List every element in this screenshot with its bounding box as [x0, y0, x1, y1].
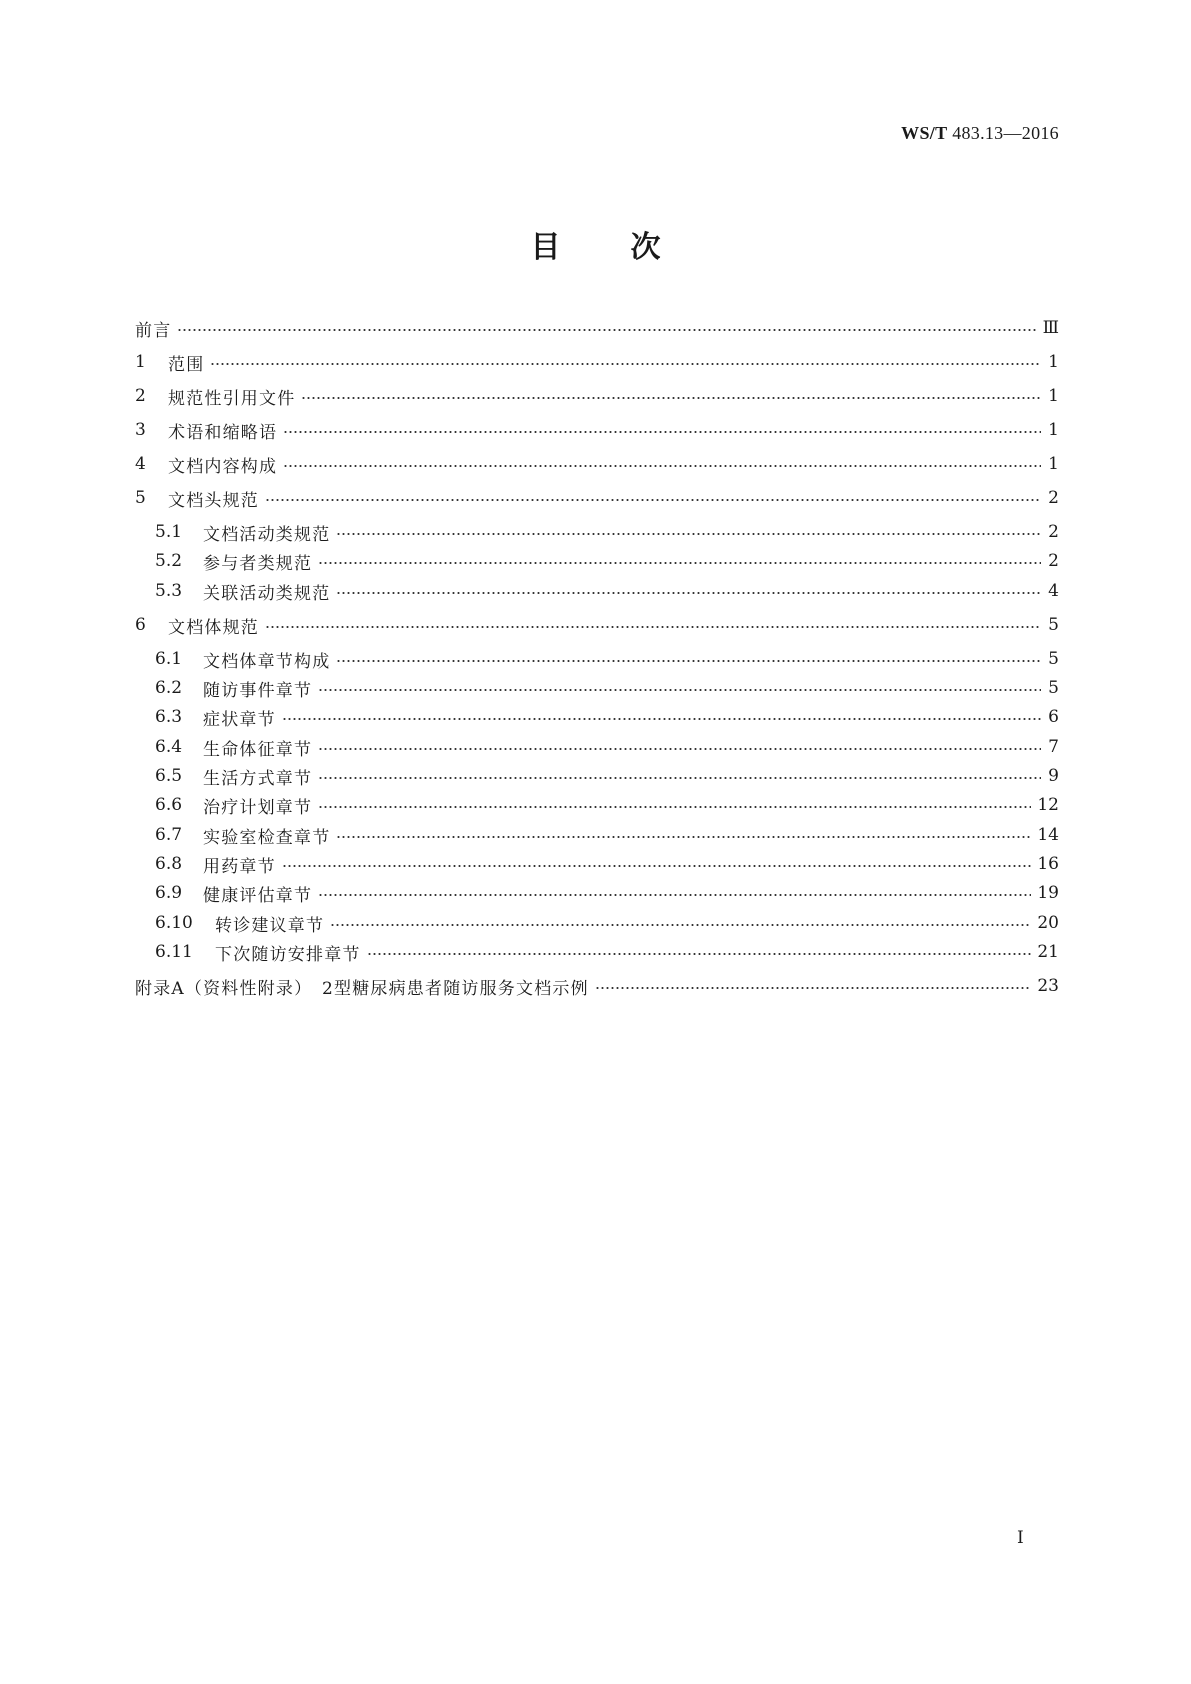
- toc-entry-title: 关联活动类规范: [203, 583, 331, 604]
- toc-entry-title: 范围: [168, 354, 205, 375]
- toc-entry-page: 16: [1037, 854, 1059, 874]
- toc-entry-title: 症状章节: [203, 709, 276, 730]
- toc-entry-number: 5.2: [155, 551, 183, 571]
- toc-entry[interactable]: [135, 384, 1059, 408]
- toc-dot-leader: [282, 717, 1041, 721]
- toc-entry-number: 6.4: [155, 737, 183, 757]
- toc-entry-number: 6.10: [155, 913, 193, 933]
- toc-entry-title: 规范性引用文件: [168, 388, 296, 409]
- toc-entry[interactable]: [155, 940, 1059, 964]
- toc-entry-number: 5: [135, 488, 146, 508]
- toc-entry[interactable]: [155, 676, 1059, 700]
- toc-entry-number: 5.3: [155, 581, 183, 601]
- toc-entry-page: 5: [1048, 615, 1059, 635]
- toc-entry-number: 6.11: [155, 942, 193, 962]
- toc-entry-page: 9: [1048, 766, 1059, 786]
- toc-entry-page: 12: [1037, 795, 1059, 815]
- toc-entry-page: 21: [1037, 942, 1059, 962]
- toc-entry-title: 附录A（资料性附录） 2型糖尿病患者随访服务文档示例: [135, 978, 589, 999]
- toc-dot-leader: [318, 747, 1041, 751]
- toc-dot-leader: [283, 430, 1041, 434]
- toc-entry-title: 下次随访安排章节: [215, 944, 361, 965]
- toc-entry[interactable]: [155, 549, 1059, 573]
- toc-entry-page: 1: [1048, 386, 1059, 406]
- toc-entry[interactable]: [155, 881, 1059, 905]
- toc-dot-leader: [318, 561, 1041, 565]
- toc-entry[interactable]: [135, 350, 1059, 374]
- toc-entry-page: 5: [1048, 649, 1059, 669]
- toc-dot-leader: [336, 659, 1041, 663]
- toc-entry-page: 2: [1048, 488, 1059, 508]
- toc-entry-number: 6.6: [155, 795, 183, 815]
- document-code-prefix: WS/T: [901, 123, 948, 143]
- toc-dot-leader: [210, 362, 1041, 366]
- toc-entry-page: 5: [1048, 678, 1059, 698]
- toc-entry[interactable]: [155, 579, 1059, 603]
- toc-dot-leader: [595, 986, 1032, 990]
- toc-entry[interactable]: [155, 735, 1059, 759]
- toc-dot-leader: [318, 776, 1041, 780]
- toc-dot-leader: [336, 532, 1041, 536]
- toc-entry[interactable]: [155, 520, 1059, 544]
- toc-entry-page: 14: [1037, 825, 1059, 845]
- toc-dot-leader: [336, 591, 1041, 595]
- toc-entry-page: Ⅲ: [1042, 318, 1059, 338]
- toc-dot-leader: [265, 625, 1041, 629]
- toc-dot-leader: [318, 893, 1031, 897]
- toc-entry-title: 用药章节: [203, 856, 276, 877]
- toc-entry[interactable]: [135, 452, 1059, 476]
- page-title-char-2: 次: [630, 230, 661, 265]
- toc-dot-leader: [318, 688, 1041, 692]
- toc-entry-number: 6.3: [155, 707, 183, 727]
- toc-dot-leader: [265, 498, 1041, 502]
- toc-entry-page: 2: [1048, 551, 1059, 571]
- toc-entry[interactable]: [135, 974, 1059, 998]
- toc-entry-title: 文档活动类规范: [203, 524, 331, 545]
- toc-entry[interactable]: [135, 418, 1059, 442]
- toc-entry[interactable]: [135, 486, 1059, 510]
- toc-entry-page: 1: [1048, 352, 1059, 372]
- page-title-char-1: 目: [530, 230, 561, 265]
- toc-dot-leader: [301, 396, 1041, 400]
- document-code: [901, 123, 1059, 144]
- toc-entry-title: 术语和缩略语: [168, 422, 278, 443]
- toc-entry-number: 4: [135, 454, 146, 474]
- toc-dot-leader: [283, 464, 1041, 468]
- toc-entry-number: 6.5: [155, 766, 183, 786]
- toc-dot-leader: [282, 864, 1032, 868]
- toc-entry-title: 文档体规范: [168, 617, 259, 638]
- toc-entry-title: 生活方式章节: [203, 768, 313, 789]
- document-code-number: 483.13—2016: [952, 123, 1059, 143]
- toc-entry[interactable]: [155, 764, 1059, 788]
- toc-entry-page: 6: [1048, 707, 1059, 727]
- toc-entry[interactable]: [155, 823, 1059, 847]
- toc-entry-number: 6.7: [155, 825, 183, 845]
- toc-entry-title: 文档头规范: [168, 490, 259, 511]
- toc-entry-title: 随访事件章节: [203, 680, 313, 701]
- toc-entry-number: 6.2: [155, 678, 183, 698]
- page-number: Ⅰ: [1017, 1528, 1024, 1548]
- toc-entry-number: 2: [135, 386, 146, 406]
- toc-entry-page: 19: [1037, 883, 1059, 903]
- toc-entry-page: 7: [1048, 737, 1059, 757]
- toc-entry-title: 参与者类规范: [203, 553, 313, 574]
- toc-entry-title: 健康评估章节: [203, 885, 313, 906]
- toc-entry[interactable]: [155, 705, 1059, 729]
- toc-entry[interactable]: [155, 911, 1059, 935]
- toc-entry[interactable]: [155, 852, 1059, 876]
- page-title: [0, 222, 1191, 266]
- toc-dot-leader: [336, 835, 1031, 839]
- toc-entry-number: 6.9: [155, 883, 183, 903]
- toc-entry-title: 前言: [135, 320, 172, 341]
- toc-entry-page: 2: [1048, 522, 1059, 542]
- toc-entry-number: 6.1: [155, 649, 183, 669]
- toc-entry-number: 5.1: [155, 522, 183, 542]
- toc-entry-number: 6: [135, 615, 146, 635]
- toc-entry[interactable]: [155, 647, 1059, 671]
- toc-entry-number: 3: [135, 420, 146, 440]
- toc-entry-number: 1: [135, 352, 146, 372]
- toc-entry-page: 4: [1048, 581, 1059, 601]
- toc-entry[interactable]: [135, 613, 1059, 637]
- toc-entry-title: 转诊建议章节: [215, 915, 325, 936]
- toc-entry-title: 实验室检查章节: [203, 827, 331, 848]
- toc-entry-title: 生命体征章节: [203, 739, 313, 760]
- toc-entry-page: 1: [1048, 420, 1059, 440]
- toc-entry-page: 20: [1037, 913, 1059, 933]
- toc-entry[interactable]: [155, 793, 1059, 817]
- toc-entry-title: 治疗计划章节: [203, 797, 313, 818]
- toc-dot-leader: [367, 952, 1032, 956]
- toc-dot-leader: [330, 923, 1031, 927]
- toc-dot-leader: [177, 328, 1036, 332]
- toc-entry-title: 文档内容构成: [168, 456, 278, 477]
- toc-entry-page: 1: [1048, 454, 1059, 474]
- toc-entry-number: 6.8: [155, 854, 183, 874]
- toc-entry[interactable]: [135, 316, 1059, 340]
- toc-dot-leader: [318, 805, 1031, 809]
- toc-entry-page: 23: [1037, 976, 1059, 996]
- toc-entry-title: 文档体章节构成: [203, 651, 331, 672]
